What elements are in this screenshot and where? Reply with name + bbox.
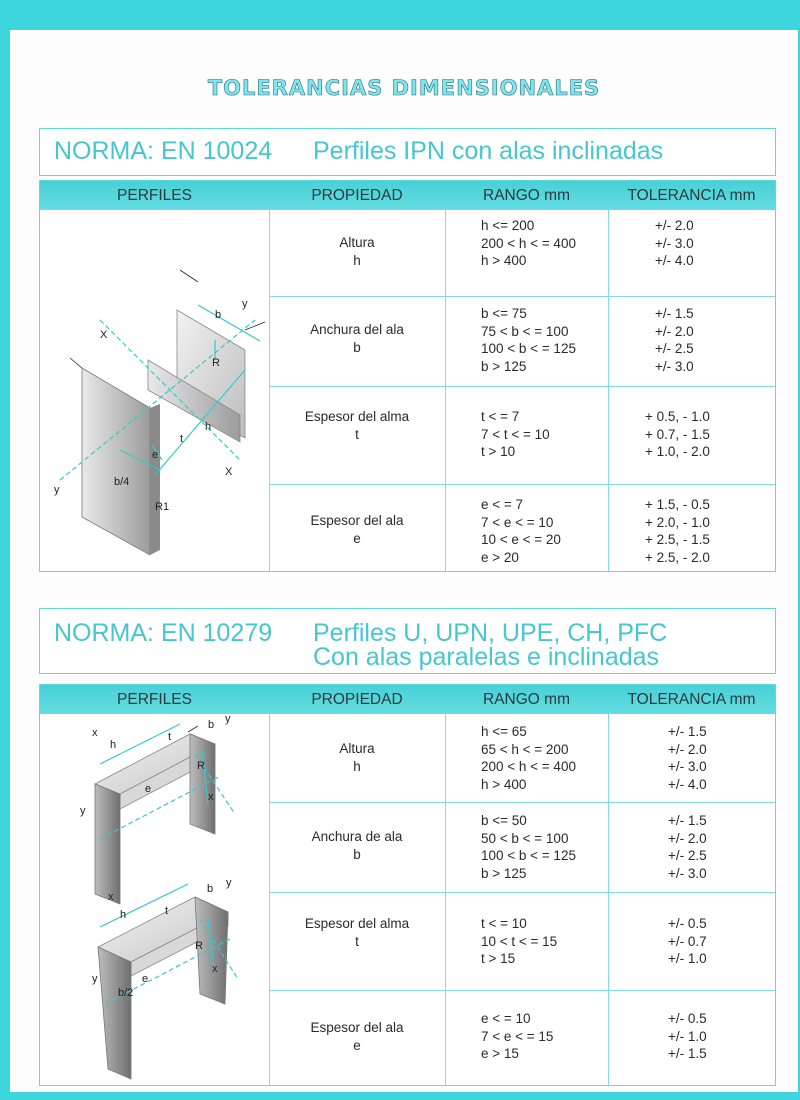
document-page	[10, 30, 798, 1092]
property-cell	[269, 915, 445, 951]
tolerance-value: +/- 1.5	[668, 813, 707, 828]
norma-code: NORMA: EN 10024	[54, 137, 273, 165]
range-value: 7 < t < = 10	[481, 426, 550, 442]
range-cell	[481, 217, 576, 270]
dim-label-b4: b/4	[114, 476, 130, 488]
range-value: 200 < h < = 400	[481, 235, 576, 251]
tolerance-value: + 2.5, - 2.0	[645, 549, 710, 565]
range-value: 65 < h < = 200	[481, 741, 569, 757]
range-cell	[481, 305, 576, 375]
fig1-label-r: R	[197, 760, 205, 772]
tolerance-table-upn	[39, 684, 776, 1086]
range-cell	[481, 408, 550, 461]
tolerance-value: +/- 3.0	[668, 759, 707, 774]
divider	[269, 802, 775, 803]
range-value: h <= 200	[481, 218, 535, 233]
tolerance-value: +/- 2.0	[668, 830, 707, 846]
property-cell	[269, 408, 445, 444]
range-value: t > 10	[481, 444, 516, 459]
fig2-label-r: R	[195, 940, 203, 952]
tolerance-value: + 2.0, - 1.0	[645, 514, 710, 530]
range-value: 7 < e < = 10	[481, 514, 554, 530]
fig1-label-h: h	[110, 739, 117, 751]
header-propiedad: PROPIEDAD	[311, 691, 403, 708]
range-cell	[481, 915, 557, 968]
divider	[269, 990, 775, 991]
tolerance-value: +/- 4.0	[668, 776, 707, 792]
tolerance-value: +/- 1.0	[668, 1028, 707, 1044]
fig1-label-e: e	[145, 783, 152, 795]
range-value: e < = 10	[481, 1011, 531, 1026]
divider	[269, 484, 775, 485]
range-value: e < = 7	[481, 497, 524, 512]
tolerance-cell	[655, 217, 694, 270]
tolerance-value: +/- 1.5	[668, 1046, 707, 1061]
dim-label-b: b	[215, 309, 222, 321]
fig1-label-y: y	[225, 714, 231, 725]
tolerance-value: +/- 2.0	[655, 323, 694, 339]
property-name: Espesor del alma	[304, 916, 410, 931]
header-tolerancia: TOLERANCIA mm	[627, 187, 756, 204]
fig1-label-b: b	[208, 719, 215, 731]
range-cell	[481, 1010, 553, 1063]
range-value: 100 < b < = 125	[481, 848, 576, 863]
table-header	[40, 685, 775, 714]
property-cell	[269, 234, 445, 270]
dim-label-h: h	[205, 421, 212, 433]
fig1-label-x: x	[92, 727, 98, 739]
u-profile-diagrams	[40, 714, 269, 1085]
header-rango: RANGO mm	[483, 691, 570, 708]
dim-label-r1: R1	[155, 501, 170, 513]
tolerance-cell	[668, 812, 707, 882]
fig1-label-x2: x	[208, 791, 214, 803]
range-value: 10 < e < = 20	[481, 532, 561, 547]
range-value: e > 20	[481, 549, 519, 565]
property-symbol: t	[355, 934, 359, 949]
range-value: t < = 10	[481, 916, 527, 931]
property-symbol: e	[353, 531, 361, 546]
divider	[269, 892, 775, 893]
tolerance-cell	[668, 915, 707, 968]
dim-label-e: e	[152, 449, 159, 461]
norma-description: Perfiles IPN con alas inclinadas	[313, 137, 664, 165]
tolerance-value: +/- 0.5	[668, 1011, 707, 1026]
tolerance-value: + 0.5, - 1.0	[645, 409, 710, 424]
property-cell	[269, 321, 445, 357]
tolerance-cell	[668, 723, 707, 793]
axis-label-x: X	[100, 329, 108, 341]
divider	[445, 714, 446, 1085]
tolerance-value: +/- 2.0	[655, 218, 694, 233]
table-header	[40, 181, 775, 210]
tolerance-value: + 1.5, - 0.5	[645, 497, 710, 512]
property-name: Espesor del ala	[310, 1020, 404, 1035]
norma-description-1: Perfiles U, UPN, UPE, CH, PFC	[313, 619, 668, 647]
divider	[608, 714, 609, 1085]
header-propiedad: PROPIEDAD	[311, 187, 403, 204]
property-cell	[269, 1019, 445, 1055]
axis-label-y: y	[242, 298, 248, 310]
divider	[445, 210, 446, 571]
tolerance-cell	[645, 408, 710, 461]
fig2-label-b: b	[207, 883, 214, 895]
property-name: Altura	[339, 741, 375, 756]
range-value: t > 15	[481, 951, 516, 966]
page-title: TOLERANCIAS DIMENSIONALES	[207, 76, 601, 100]
tolerance-value: +/- 2.0	[668, 741, 707, 757]
property-symbol: h	[353, 253, 361, 268]
fig1-label-t: t	[168, 731, 172, 743]
property-symbol: t	[355, 427, 359, 442]
range-value: 75 < b < = 100	[481, 323, 569, 339]
property-symbol: e	[353, 1038, 361, 1053]
tolerance-value: + 1.0, - 2.0	[645, 444, 710, 459]
divider	[269, 296, 775, 297]
dim-label-t: t	[180, 433, 184, 445]
tolerance-value: +/- 2.5	[668, 848, 707, 863]
norma-code: NORMA: EN 10279	[54, 619, 273, 647]
tolerance-value: +/- 4.0	[655, 253, 694, 268]
property-cell	[269, 740, 445, 776]
range-cell	[481, 812, 576, 882]
norma-description-2: Con alas paralelas e inclinadas	[313, 643, 660, 671]
axis-label-y2: y	[54, 484, 60, 496]
range-cell	[481, 723, 576, 793]
property-symbol: h	[353, 759, 361, 774]
tolerance-value: +/- 3.0	[655, 235, 694, 251]
range-value: b <= 50	[481, 813, 527, 828]
tolerance-value: +/- 3.0	[655, 358, 694, 374]
tolerance-cell	[645, 496, 710, 566]
header-perfiles: PERFILES	[117, 187, 192, 204]
range-value: 7 < e < = 15	[481, 1028, 554, 1044]
fig2-label-e: e	[142, 973, 149, 985]
property-cell	[269, 512, 445, 548]
range-cell	[481, 496, 561, 566]
header-perfiles: PERFILES	[117, 691, 192, 708]
divider	[608, 210, 609, 571]
tolerance-value: + 0.7, - 1.5	[645, 426, 710, 442]
fig2-label-x2: x	[212, 963, 218, 975]
range-value: e > 15	[481, 1046, 519, 1061]
range-value: b > 125	[481, 865, 527, 881]
range-value: 50 < b < = 100	[481, 830, 569, 846]
fig2-label-b2: b/2	[118, 987, 134, 999]
fig2-label-t: t	[165, 905, 169, 917]
tolerance-value: +/- 1.5	[655, 306, 694, 321]
header-tolerancia: TOLERANCIA mm	[627, 691, 756, 708]
range-value: h > 400	[481, 776, 527, 792]
fig2-label-h: h	[120, 909, 127, 921]
property-cell	[269, 828, 445, 864]
range-value: b <= 75	[481, 306, 527, 321]
tolerance-value: +/- 2.5	[655, 341, 694, 356]
tolerance-cell	[668, 1010, 707, 1063]
range-value: 200 < h < = 400	[481, 759, 576, 774]
tolerance-value: +/- 0.7	[668, 933, 707, 949]
tolerance-value: +/- 3.0	[668, 865, 707, 881]
range-value: 10 < t < = 15	[481, 933, 558, 949]
fig2-label-y2: y	[92, 973, 98, 985]
fig2-label-x: x	[108, 891, 114, 903]
tolerance-value: +/- 1.5	[668, 724, 707, 739]
norma-box-en10279	[39, 608, 776, 674]
property-name: Espesor del ala	[310, 513, 404, 528]
fig2-label-y: y	[226, 877, 232, 889]
property-name: Anchura de ala	[311, 829, 403, 844]
range-value: t < = 7	[481, 409, 520, 424]
axis-label-x2: X	[225, 466, 233, 478]
tolerance-table-ipn	[39, 180, 776, 572]
range-value: h > 400	[481, 253, 527, 268]
property-name: Altura	[339, 235, 375, 250]
divider	[269, 386, 775, 387]
range-value: h <= 65	[481, 724, 527, 739]
ipn-profile-diagram	[40, 210, 269, 571]
range-value: 100 < b < = 125	[481, 341, 576, 356]
tolerance-value: + 2.5, - 1.5	[645, 532, 710, 547]
tolerance-value: +/- 1.0	[668, 951, 707, 966]
property-name: Espesor del alma	[304, 409, 410, 424]
tolerance-value: +/- 0.5	[668, 916, 707, 931]
property-symbol: b	[353, 847, 361, 862]
dim-label-r: R	[212, 357, 220, 369]
header-rango: RANGO mm	[483, 187, 570, 204]
tolerance-cell	[655, 305, 694, 375]
property-symbol: b	[353, 340, 361, 355]
property-name: Anchura del ala	[310, 322, 404, 337]
fig1-label-y2: y	[80, 805, 86, 817]
range-value: b > 125	[481, 358, 527, 374]
norma-box-en10024	[39, 128, 776, 176]
